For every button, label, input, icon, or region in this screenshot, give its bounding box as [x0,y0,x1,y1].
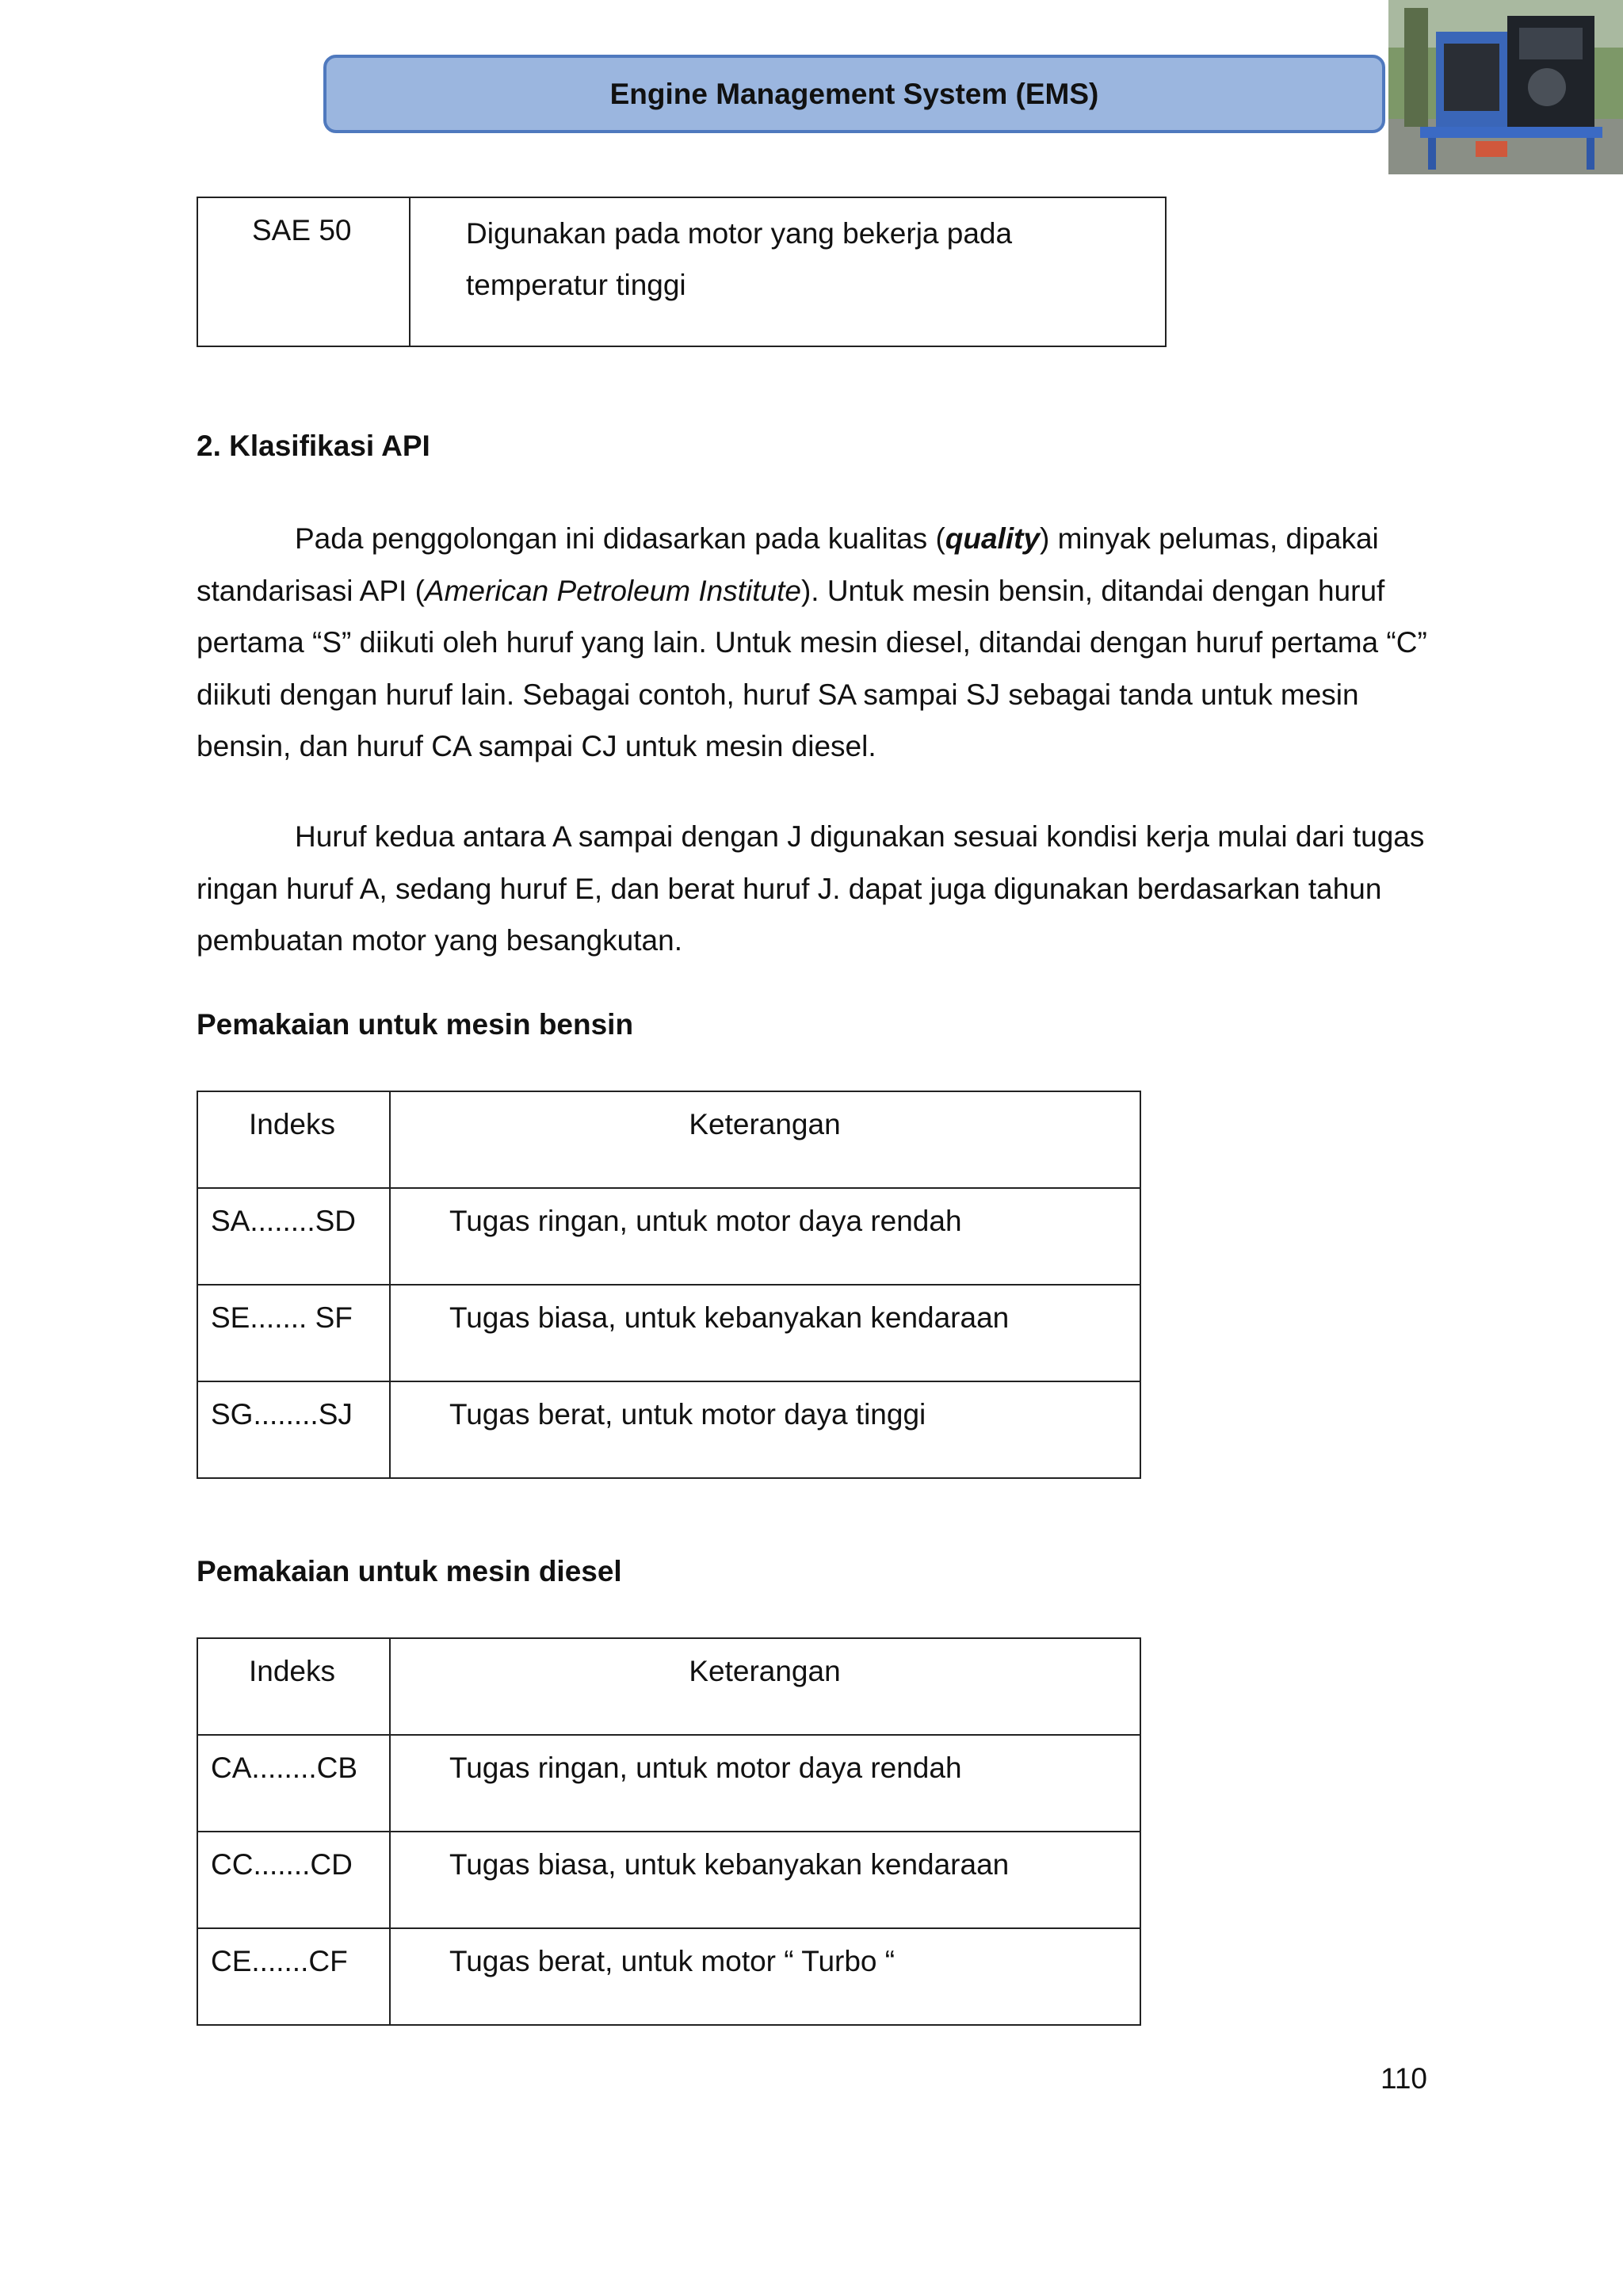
diesel-index-table [197,1637,1141,2026]
section-heading-api: 2. Klasifikasi API [197,430,430,462]
table-row [197,1735,1140,1832]
para2-text: Huruf kedua antara A sampai dengan J digunakan sesuai kondisi kerja mulai dari tugas ringan huruf A, sedang huruf E, dan berat huruf J. dapat juga digunakan berdasarkan tahun pembuatan motor yang besangkutan. [197,820,1425,957]
header-cell-keterangan: Keterangan [390,1091,1140,1188]
header-cell-keterangan: Keterangan [390,1638,1140,1735]
para1-text-c: ). Untuk mesin bensin, ditandai dengan huruf pertama “S” diikuti oleh huruf yang lain. Untuk mesin diesel, ditandai dengan huruf pertama “C” diikuti dengan huruf lain. Sebagai contoh, huruf SA sampai SJ sebagai tanda untuk mesin bensin, dan huruf CA sampai CJ untuk mesin diesel. [197,574,1427,762]
table-header-row [197,1091,1140,1188]
para1-quality-term: quality [945,522,1041,555]
header-cell-indeks: Indeks [197,1091,390,1188]
desc-cell: Tugas ringan, untuk motor daya rendah [390,1735,1140,1832]
engine-photo [1388,0,1623,174]
desc-cell: Tugas biasa, untuk kebanyakan kendaraan [390,1285,1140,1381]
diesel-heading: Pemakaian untuk mesin diesel [197,1555,622,1587]
desc-cell: Tugas berat, untuk motor daya tinggi [390,1381,1140,1478]
table-row [197,1832,1140,1928]
paragraph-second-letter [197,811,1433,967]
sae-desc-cell [410,197,1166,346]
index-cell: CC.......CD [197,1832,390,1928]
para1-text-a: Pada penggolongan ini didasarkan pada kualitas ( [295,522,945,555]
table-row [197,1188,1140,1285]
para1-api-term: American Petroleum Institute [424,574,801,607]
index-cell: CA........CB [197,1735,390,1832]
index-cell: SG........SJ [197,1381,390,1478]
table-header-row [197,1638,1140,1735]
bensin-index-table [197,1091,1141,1479]
table-row [197,1381,1140,1478]
table-row [197,197,1166,346]
desc-cell: Tugas biasa, untuk kebanyakan kendaraan [390,1832,1140,1928]
bensin-heading: Pemakaian untuk mesin bensin [197,1008,634,1041]
index-cell: CE.......CF [197,1928,390,2025]
sae-grade-cell: SAE 50 [197,197,410,346]
table-row [197,1285,1140,1381]
header-cell-indeks: Indeks [197,1638,390,1735]
index-cell: SA........SD [197,1188,390,1285]
header-title: Engine Management System (EMS) [609,77,1099,110]
sae-desc-line1: Digunakan pada motor yang bekerja pada [466,217,1013,250]
para1-text-b: ) minyak pelumas, dipakai standarisasi API ( [197,522,1379,607]
desc-cell: Tugas ringan, untuk motor daya rendah [390,1188,1140,1285]
header-title-bar [323,55,1385,133]
table-row [197,1928,1140,2025]
index-cell: SE....... SF [197,1285,390,1381]
desc-cell: Tugas berat, untuk motor “ Turbo “ [390,1928,1140,2025]
page-number: 110 [1381,2062,1427,2095]
paragraph-api-intro [197,513,1433,773]
sae-desc-line2: temperatur tinggi [466,269,686,301]
sae-grade-table [197,197,1167,347]
